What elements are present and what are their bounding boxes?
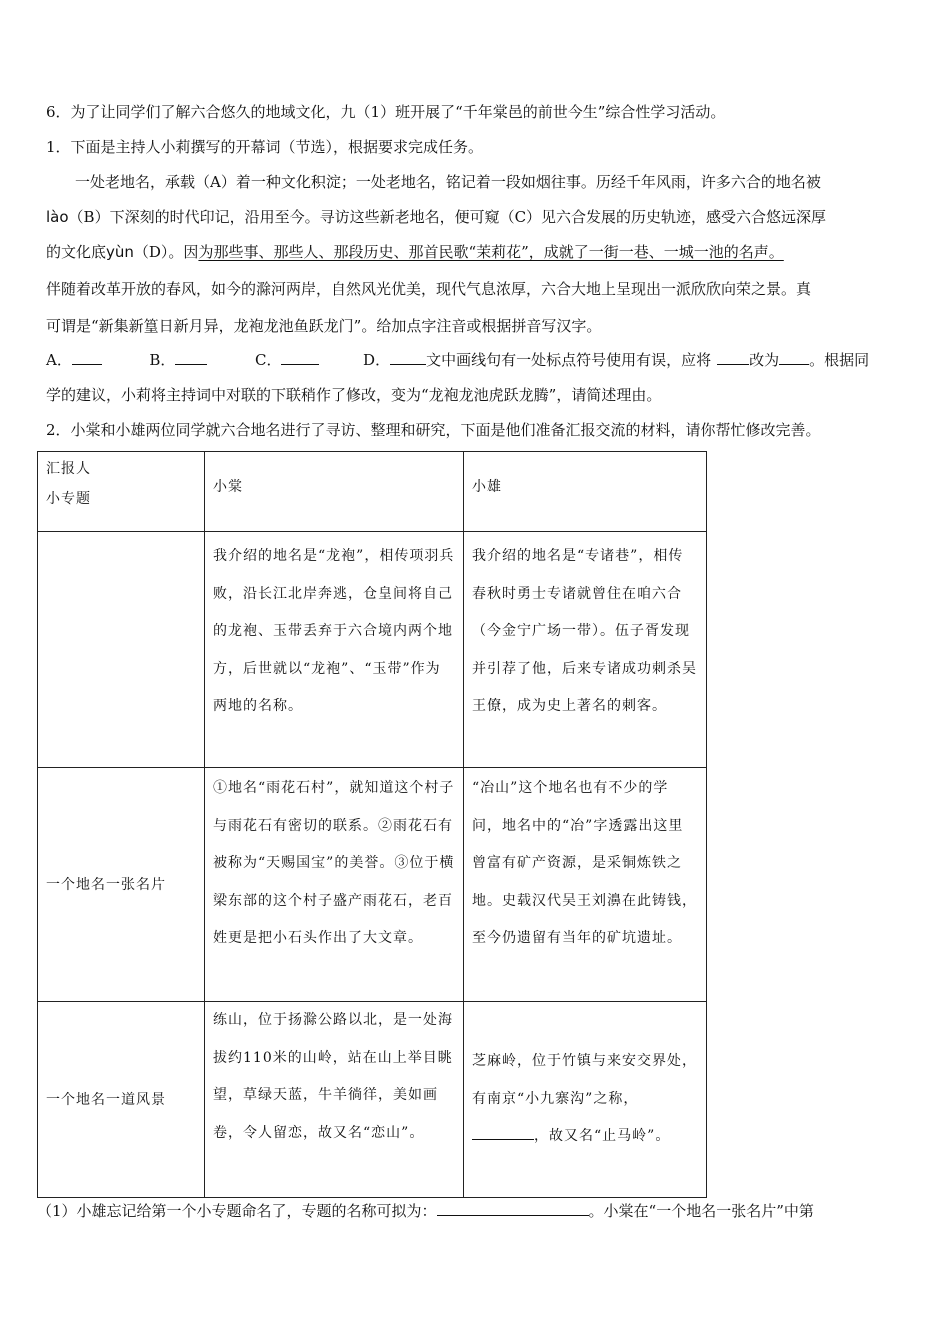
option-c-blank[interactable] — [281, 350, 319, 365]
sub-question-1-text: （1）小雄忘记给第一个小专题命名了，专题的名称可拟为： — [37, 1202, 437, 1220]
table-header-row — [38, 452, 707, 532]
row2-xiaoxiong-cell — [464, 768, 707, 1002]
passage-line-1: 一处老地名，承载（A）着一种文化积淀；一处老地名，铭记着一段如烟往事。历经千年风雨，许多六合的地名被 — [75, 173, 821, 191]
option-b-blank[interactable] — [175, 350, 207, 365]
couplet-reason-line: 学的建议，小莉将主持词中对联的下联稍作了修改，变为“龙袍龙池虎跃龙腾”，请简述理由。 — [46, 386, 662, 404]
row2-xiaotang-text: ①地名“雨花石村”，就知道这个村子与雨花石有密切的联系。②雨花石有被称为“天赐国宝”的美誉。③位于横梁东部的这个村子盛产雨花石，老百姓更是把小石头作出了大文章。 — [213, 780, 455, 946]
table-row — [38, 532, 707, 768]
option-tail-text-2: 。根据同 — [809, 351, 870, 369]
row1-xiaoxiong-cell — [464, 532, 707, 768]
row3-topic-cell: 一个地名一道风景 — [38, 1002, 205, 1198]
passage-line-2-text: （B）下深刻的时代印记，沿用至今。寻访这些新老地名，便可窥（C）见六合发展的历史轨迹，感受六合悠远深厚 — [68, 208, 827, 226]
row3-xiaotang-text: 练山，位于扬滁公路以北，是一处海拔约110米的山岭，站在山上举目眺望，草绿天蓝，牛羊徜徉，美如画卷，令人留恋，故又名“恋山”。 — [213, 1012, 453, 1141]
change-to-text: 改为 — [749, 351, 780, 369]
row1-xiaotang-cell — [205, 532, 464, 768]
row3-xiaoxiong-text-a: 芝麻岭，位于竹镇与来安交界处，有南京“小九寨沟”之称， — [472, 1053, 697, 1107]
row1-topic-cell[interactable] — [38, 532, 205, 768]
passage-line-4: 伴随着改革开放的春风，如今的滁河两岸，自然风光优美，现代气息浓厚，六合大地上呈现出一派欣欣向荣之景。真 — [46, 280, 812, 298]
passage-line-2 — [46, 207, 908, 227]
row3-xiaotang-cell — [205, 1002, 464, 1198]
task2-title: 2．小棠和小雄两位同学就六合地名进行了寻访、整理和研究，下面是他们准备汇报交流的材料，请你帮忙修改完善。 — [46, 421, 821, 439]
header-xiaoxiong — [464, 452, 707, 532]
topic-name-blank[interactable] — [437, 1201, 589, 1216]
sub-question-1-tail: 。小棠在“一个地名一张名片”中第 — [588, 1202, 814, 1220]
row3-xiaoxiong-text-b: ，故又名“止马岭”。 — [534, 1128, 671, 1145]
pinyin-yun: yùn — [106, 243, 134, 261]
sub-question-1 — [37, 1201, 908, 1221]
passage-line-3 — [46, 242, 908, 262]
correct-punct-blank[interactable] — [779, 350, 809, 365]
table-row — [38, 768, 707, 1002]
header-corner-cell — [38, 452, 205, 532]
header-xiaoxiong-text: 小雄 — [472, 479, 502, 495]
passage-line-5: 可谓是“新集新篁日新月异，龙袍龙池鱼跃龙门”。给加点字注音或根据拼音写汉字。 — [46, 317, 602, 335]
task1-title: 1．下面是主持人小莉撰写的开幕词（节选），根据要求完成任务。 — [46, 138, 484, 156]
wrong-punct-blank[interactable] — [717, 350, 749, 365]
row1-xiaoxiong-text: 我介绍的地名是“专诸巷”，相传春秋时勇士专诸就曾住在咱六合（今金宁广场一带）。伍子胥发现并引荐了他，后来专诸成功刺杀吴王僚，成为史上著名的刺客。 — [472, 548, 697, 714]
option-c-label: C． — [255, 351, 282, 369]
report-table — [37, 451, 707, 1198]
pinyin-lao: lào — [46, 208, 69, 226]
header-topic: 小专题 — [46, 491, 91, 507]
option-tail-text: 文中画线句有一处标点符号使用有误，应将 — [426, 351, 712, 369]
header-reporter: 汇报人 — [46, 461, 91, 477]
underlined-sentence: 为那些事、那些人、那段历史、那首民歌“茉莉花”，成就了一街一巷、一城一池的名声。 — [198, 243, 784, 261]
row1-xiaotang-text: 我介绍的地名是“龙袍”，相传项羽兵败，沿长江北岸奔逃，仓皇间将自己的龙袍、玉带丢弃于六合境内两个地方，后世就以“龙袍”、“玉带”作为两地的名称。 — [213, 548, 455, 714]
options-line — [46, 350, 908, 370]
header-xiaotang-text: 小棠 — [213, 479, 243, 495]
row3-answer-blank[interactable] — [472, 1125, 534, 1140]
option-a-blank[interactable] — [72, 350, 102, 365]
row2-topic-cell: 一个地名一张名片 — [38, 768, 205, 1002]
option-a-label: A． — [46, 351, 72, 369]
passage-line-3-b: （D）。因 — [133, 243, 199, 261]
option-d-label: D． — [363, 351, 391, 369]
row3-xiaoxiong-cell — [464, 1002, 707, 1198]
row2-xiaotang-cell — [205, 768, 464, 1002]
passage-line-3-a: 的文化底 — [46, 243, 107, 261]
option-b-label: B． — [149, 351, 176, 369]
table-row — [38, 1002, 707, 1198]
header-xiaotang — [205, 452, 464, 532]
row2-xiaoxiong-text: “冶山”这个地名也有不少的学问，地名中的“冶”字透露出这里曾富有矿产资源，是采铜炼铁之地。史载汉代吴王刘濞在此铸钱，至今仍遗留有当年的矿坑遗址。 — [472, 780, 697, 946]
row3-xiaoxiong-text — [472, 1043, 698, 1156]
option-d-blank[interactable] — [390, 350, 426, 365]
intro-line: 6．为了让同学们了解六合悠久的地域文化，九（1）班开展了“千年棠邑的前世今生”综合性学习活动。 — [46, 103, 726, 121]
